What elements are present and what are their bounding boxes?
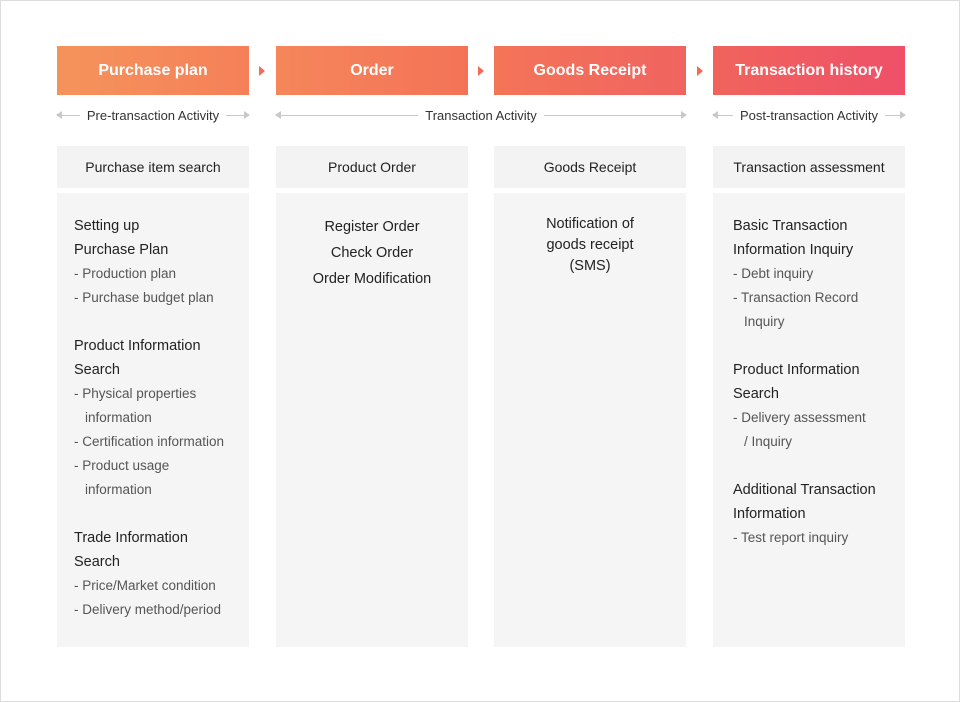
item-group bbox=[733, 214, 893, 334]
stage-label: Goods Receipt bbox=[533, 61, 647, 79]
group-title: Purchase Plan bbox=[74, 242, 169, 258]
column-body-goods-receipt bbox=[494, 193, 686, 647]
group-item: - Product usage bbox=[74, 458, 170, 473]
group-title: Information bbox=[733, 506, 806, 522]
column-body-order bbox=[276, 193, 468, 647]
group-title: Search bbox=[733, 386, 779, 402]
group-item-cont: / Inquiry bbox=[744, 434, 793, 449]
stage-order bbox=[276, 46, 468, 95]
group-item: - Production plan bbox=[74, 266, 177, 281]
group-item: - Test report inquiry bbox=[733, 530, 849, 545]
group-item-cont: information bbox=[85, 482, 152, 497]
group-title: Search bbox=[74, 362, 120, 378]
phase-label: Pre-transaction Activity bbox=[86, 107, 220, 123]
group-item: - Purchase budget plan bbox=[74, 290, 214, 305]
group-title: Trade Information bbox=[74, 530, 188, 546]
flow-arrow-icon bbox=[259, 66, 265, 76]
order-step: Order Modification bbox=[312, 271, 432, 287]
phase-transaction bbox=[276, 105, 686, 125]
flow-arrow-icon bbox=[697, 66, 703, 76]
group-title: Product Information bbox=[74, 338, 201, 354]
receipt-text: goods receipt bbox=[546, 237, 634, 253]
group-item: - Transaction Record bbox=[733, 290, 859, 305]
item-group bbox=[733, 358, 893, 454]
phase-line-left bbox=[57, 115, 80, 116]
item-group bbox=[733, 478, 893, 550]
stage-goods-receipt bbox=[494, 46, 686, 95]
order-step: Check Order bbox=[330, 245, 414, 261]
stage-label: Transaction history bbox=[735, 61, 883, 79]
phase-label: Post-transaction Activity bbox=[740, 107, 878, 123]
phase-line-right bbox=[544, 115, 686, 116]
group-title: Setting up bbox=[74, 218, 140, 234]
group-item: - Debt inquiry bbox=[733, 266, 814, 281]
item-group bbox=[74, 526, 237, 622]
stage-label: Order bbox=[350, 61, 394, 79]
group-item-cont: information bbox=[85, 410, 152, 425]
column-subtitle: Goods Receipt bbox=[494, 146, 686, 188]
group-title: Additional Transaction bbox=[733, 482, 876, 498]
receipt-text: (SMS) bbox=[569, 258, 611, 274]
column-subtitle: Purchase item search bbox=[57, 146, 249, 188]
group-title: Product Information bbox=[733, 362, 860, 378]
phase-line-left bbox=[276, 115, 418, 116]
flow-arrow-icon bbox=[478, 66, 484, 76]
item-group bbox=[74, 334, 237, 502]
column-body-transaction-history bbox=[713, 193, 905, 647]
phase-line-right bbox=[885, 115, 905, 116]
stage-purchase-plan bbox=[57, 46, 249, 95]
group-item-cont: Inquiry bbox=[744, 314, 785, 329]
phase-post-transaction bbox=[713, 105, 905, 125]
phase-line-right bbox=[226, 115, 249, 116]
column-body-purchase-plan bbox=[57, 193, 249, 647]
stage-transaction-history bbox=[713, 46, 905, 95]
group-title: Search bbox=[74, 554, 120, 570]
group-item: - Price/Market condition bbox=[74, 578, 216, 593]
phase-line-left bbox=[713, 115, 733, 116]
group-item: - Physical properties bbox=[74, 386, 197, 401]
column-subtitle: Transaction assessment bbox=[713, 146, 905, 188]
group-item: - Delivery method/period bbox=[74, 602, 222, 617]
item-group bbox=[74, 214, 237, 310]
group-item: - Delivery assessment bbox=[733, 410, 866, 425]
group-item: - Certification information bbox=[74, 434, 225, 449]
stage-label: Purchase plan bbox=[98, 61, 208, 79]
column-subtitle: Product Order bbox=[276, 146, 468, 188]
order-step: Register Order bbox=[324, 219, 420, 235]
group-title: Basic Transaction bbox=[733, 218, 848, 234]
phase-pre-transaction bbox=[57, 105, 249, 125]
phase-label: Transaction Activity bbox=[425, 107, 537, 123]
receipt-text: Notification of bbox=[546, 216, 634, 232]
group-title: Information Inquiry bbox=[733, 242, 854, 258]
